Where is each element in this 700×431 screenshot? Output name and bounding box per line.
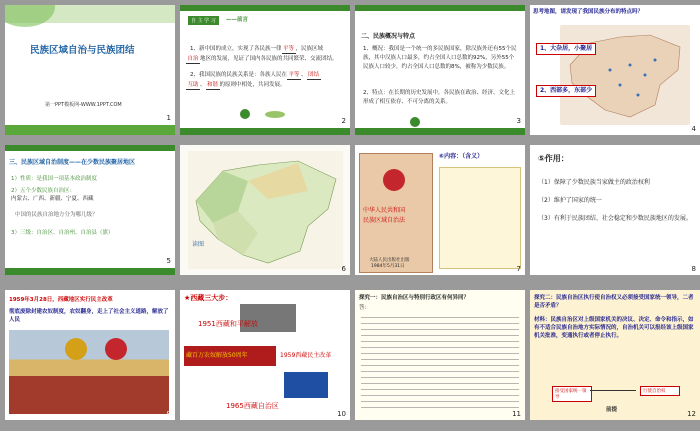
slide-10-banner: 藏百万农奴解放50周年 bbox=[186, 352, 248, 359]
slide-number: 4 bbox=[691, 125, 696, 133]
slide-2-tag: 自 主 学 习 bbox=[188, 16, 219, 25]
slide-thumbnail-3[interactable] bbox=[355, 5, 525, 135]
slide-thumbnail-10[interactable] bbox=[180, 290, 350, 420]
slide-10-heading: ★西藏三大步： bbox=[184, 294, 233, 302]
slide-5-heading: 三、民族区域自治制度——在少数民族聚居地区 bbox=[9, 159, 136, 166]
slide-5-point2: 2）五个少数民族自治区： bbox=[11, 188, 76, 194]
slide-7-book-line2: 民族区域自治法 bbox=[363, 217, 406, 224]
slide-thumbnail-4[interactable] bbox=[530, 5, 700, 135]
slide-11-body-lines bbox=[361, 314, 519, 410]
tibet-map bbox=[284, 372, 328, 398]
slide-6-legend: 读图 bbox=[192, 241, 205, 248]
slide-5-point2b: 内蒙古、广西、新疆、宁夏、西藏 bbox=[11, 196, 94, 202]
slide-12-box1: 接受国家统一领导 bbox=[552, 386, 592, 402]
slide-number: 11 bbox=[512, 410, 521, 418]
slide-number: 5 bbox=[166, 257, 171, 265]
slide-1-title: 民族区域自治与民族团结 bbox=[30, 45, 135, 56]
slide-number: 12 bbox=[687, 410, 696, 418]
slide-number: 6 bbox=[341, 265, 346, 273]
slide-4-question: 思考地图，请发现了我国民族分布的特点吗？ bbox=[533, 9, 644, 15]
slide-3-para1: 1、概况：我国是一个统一的多民族国家，除汉族外还有55个民族，其中汉族人口最多，约占全国人口总数的92%，另外55个民族人口较少，约占全国人口总数的8%，被称为少数民族。 bbox=[363, 46, 517, 70]
slide-thumbnail-6[interactable] bbox=[180, 145, 350, 275]
autonomous-regions-map bbox=[188, 151, 343, 269]
slide-12-base: 前提 bbox=[606, 407, 618, 413]
slide-2-line3: 2、我国民族的民族关系是：各族人民在平等 、团结 bbox=[190, 72, 320, 78]
slide-number: 9 bbox=[166, 410, 171, 418]
slide-12-box2: 行使自治权 bbox=[640, 386, 680, 396]
slide-9-summary: 彻底废除封建农奴制度，农奴翻身，走上了社会主义道路，解放了人民 bbox=[9, 309, 169, 323]
slide-5-point1: 1）性质：是我国一项基本政治制度 bbox=[11, 176, 98, 182]
slide-2-tag2: ——前言 bbox=[226, 17, 249, 23]
slide-10-year1: 1951西藏和平解放 bbox=[198, 320, 258, 328]
slide-number: 7 bbox=[516, 265, 521, 273]
slide-8-item3: （3）有利于民族团结、社会稳定和少数民族地区的发展。 bbox=[538, 215, 692, 222]
slide-thumbnail-11[interactable] bbox=[355, 290, 525, 420]
slide-thumbnail-5[interactable] bbox=[5, 145, 175, 275]
slide-thumbnail-9[interactable] bbox=[5, 290, 175, 420]
slide-number: 10 bbox=[337, 410, 346, 418]
slide-thumbnail-1[interactable] bbox=[5, 5, 175, 135]
slide-5-question: 中国的民族自治地方分为哪几级？ bbox=[15, 212, 98, 218]
slide-2-line1: 1、新中国的成立，实现了各民族一律平等 ，民族区域 bbox=[190, 46, 324, 52]
slide-7-heading: ⑥内容：（含义） bbox=[439, 153, 484, 160]
slide-9-heading: 1959年3月28日，西藏地区实行民主改革 bbox=[9, 297, 113, 303]
slide-11-sub: 答： bbox=[359, 305, 371, 311]
slide-thumbnail-7[interactable] bbox=[355, 145, 525, 275]
slide-2-line4: 互助 、和谐 的原则中相处，共同发展。 bbox=[187, 82, 286, 88]
slide-10-year3: 1965西藏自治区 bbox=[226, 402, 279, 410]
slide-4-answer1: 1、大杂居，小聚居 bbox=[536, 43, 596, 55]
slide-1-subtitle: 第一PPT模板网-WWW.1PPT.COM bbox=[45, 102, 122, 108]
slide-5-point3: 3）三级：自治区、自治州、自治县（旗） bbox=[11, 230, 114, 236]
slide-3-heading: 二、民族概况与特点 bbox=[361, 33, 416, 40]
slide-number: 8 bbox=[691, 265, 696, 273]
china-map bbox=[560, 25, 690, 125]
slide-8-item2: （2）维护了国家的统一 bbox=[538, 197, 602, 204]
slide-thumbnail-8[interactable] bbox=[530, 145, 700, 275]
slide-2-line2: 自治 地区的发展，见证了国内各民族的共同繁荣、交流团结。 bbox=[187, 56, 338, 62]
slide-12-material: 材料：民族自治区对上级国家机关的决议、决定、命令和指示，如有不适合民族自治地方实际情况的，自治机关可以报经该上级国家机关批准，变通执行或者停止执行。 bbox=[534, 317, 694, 339]
slide-8-item1: （1）保障了少数民族当家做主的政治权利 bbox=[538, 179, 650, 186]
slide-thumbnail-12[interactable] bbox=[530, 290, 700, 420]
slide-thumbnail-2[interactable] bbox=[180, 5, 350, 135]
slide-8-heading: ⑤作用： bbox=[538, 154, 569, 163]
slide-12-heading: 探究二：民族自治区执行使自治权又必须接受国家统一领导，二者是否矛盾？ bbox=[534, 295, 694, 309]
slide-11-heading: 探究一：民族自治区与特别行政区有何异同？ bbox=[359, 295, 470, 301]
slide-4-answer2: 2、西部多，东部少 bbox=[536, 85, 596, 97]
crowd-photo bbox=[9, 330, 169, 414]
slide-number: 3 bbox=[516, 117, 521, 125]
slide-10-year2: 1959西藏民主改革 bbox=[280, 352, 332, 359]
slide-7-year: 1984年5月31日 bbox=[371, 264, 405, 269]
slide-number: 2 bbox=[341, 117, 346, 125]
slide-7-caption: 大陆人民出版社出版 bbox=[369, 258, 410, 263]
slide-number: 1 bbox=[166, 114, 171, 122]
slide-3-para2: 2、特点：在长期的历史发展中，各民族在政治、经济、文化上形成了相互依存、不可分离的关系。 bbox=[363, 90, 516, 105]
slide-7-book-line1: 中华人民共和国 bbox=[363, 207, 406, 214]
